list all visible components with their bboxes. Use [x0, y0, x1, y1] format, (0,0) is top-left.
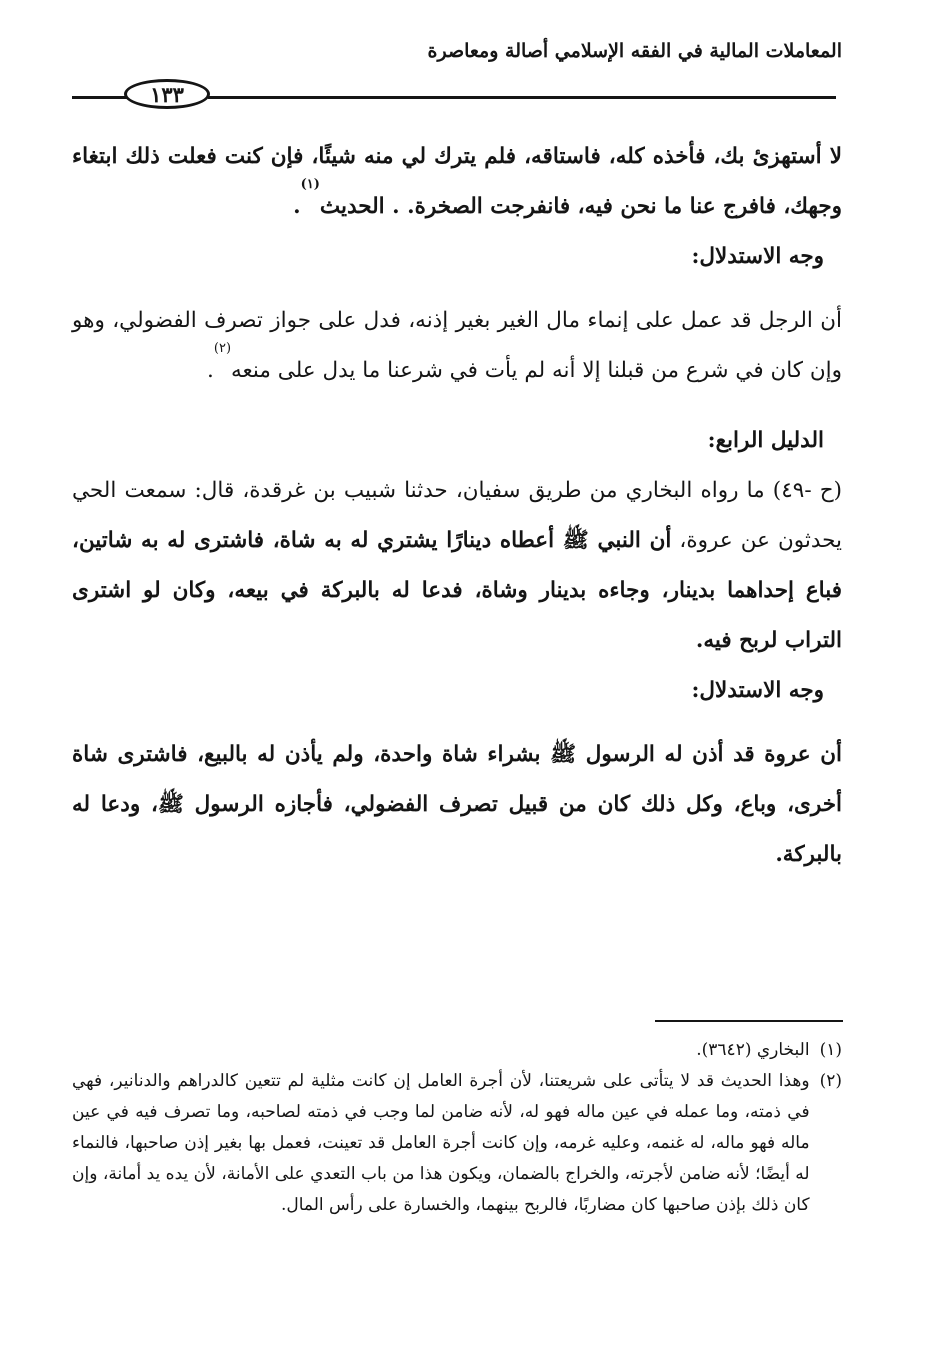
section-heading-fourth-evidence: الدليل الرابع: [707, 428, 824, 453]
footnote-number: (١) [819, 1040, 842, 1060]
footnote-text: وهذا الحديث قد لا يتأتى على شريعتنا، لأن أجرة العامل إن كانت مثلية لم تتعين كالدراهم والدنانير، فهي في ذمته، وما عمله في عين ماله فهو له، لأنه ضامن لما وجب في ذمته لصاحبه، وما تصرف فيه في عين ماله فهو ماله، له غنمه، وعليه غرمه، وإن كانت أجرة العامل قد تعينت، فعمل بها بغير إذن صاحبها، فالنماء له أيضًا؛ لأنه ضامن لأجرته، والخراج بالضمان، ويكون هذا من باب التعدي على الأمانة، لأن يده يد أمانة، وإن كان ذلك بإذن صاحبها كان مضاربًا، فالربح بينهما، والخسارة على رأس المال. [72, 1071, 810, 1215]
footnote-text: البخاري (٣٦٤٢). [696, 1040, 810, 1060]
paragraph-hadith-end [72, 132, 842, 232]
paragraph-text: لا أستهزئ بك، فأخذه كله، فاستاقه، فلم يترك لي منه شيئًا، فإن كنت فعلت ذلك ابتغاء وجهك، فافرج عنا ما نحن فيه، فانفرجت الصخرة. . الحديث [72, 144, 842, 219]
section-heading-inference-2: وجه الاستدلال: [691, 678, 824, 703]
footnote-separator [655, 1020, 843, 1022]
footnote-1 [72, 1035, 842, 1066]
header-rule-left [72, 96, 127, 99]
paragraph-end-mark: . [207, 358, 214, 383]
header-rule-right [208, 96, 836, 99]
footnote-ref-2[interactable]: (٢) [213, 341, 232, 356]
footnote-number: (٢) [819, 1071, 842, 1091]
hadith-chain-text: (ح -٤٩) ما رواه البخاري من طريق سفيان، حدثنا شبيب بن غرقدة، قال: سمعت الحي يحدثون عن عروة، [72, 478, 842, 553]
page-number: ١٣٣ [124, 79, 210, 109]
footnote-ref-1[interactable]: (١) [300, 177, 320, 192]
main-text [72, 132, 842, 880]
paragraph-text: أن الرجل قد عمل على إنماء مال الغير بغير إذنه، فدل على جواز تصرف الفضولي، وهو وإن كان في شرع من قبلنا إلا أنه لم يأت في شرعنا ما يدل على منعه [72, 308, 842, 383]
hadith-matn-text: أن النبي ﷺ أعطاه دينارًا يشتري له به شاة، فاشترى له به شاتين، فباع إحداهما بدينار، وجاءه بدينار وشاة، فدعا له بالبركة في بيعه، وكان لو اشترى التراب لربح فيه. [72, 528, 842, 653]
paragraph-inference-1 [72, 296, 842, 396]
footnote-2 [72, 1066, 842, 1221]
paragraph-inference-2: أن عروة قد أذن له الرسول ﷺ بشراء شاة واحدة، ولم يأذن له بالبيع، فاشترى شاة أخرى، وباع، وكل ذلك كان من قبيل تصرف الفضولي، فأجازه الرسول ﷺ، ودعا له بالبركة. [72, 742, 842, 867]
footnotes [72, 1035, 842, 1221]
section-heading-inference-1: وجه الاستدلال: [691, 244, 824, 269]
running-header-title: المعاملات المالية في الفقه الإسلامي أصالة ومعاصرة [427, 40, 842, 62]
paragraph-end-mark: . [293, 194, 301, 219]
paragraph-hadith-49 [72, 466, 842, 666]
